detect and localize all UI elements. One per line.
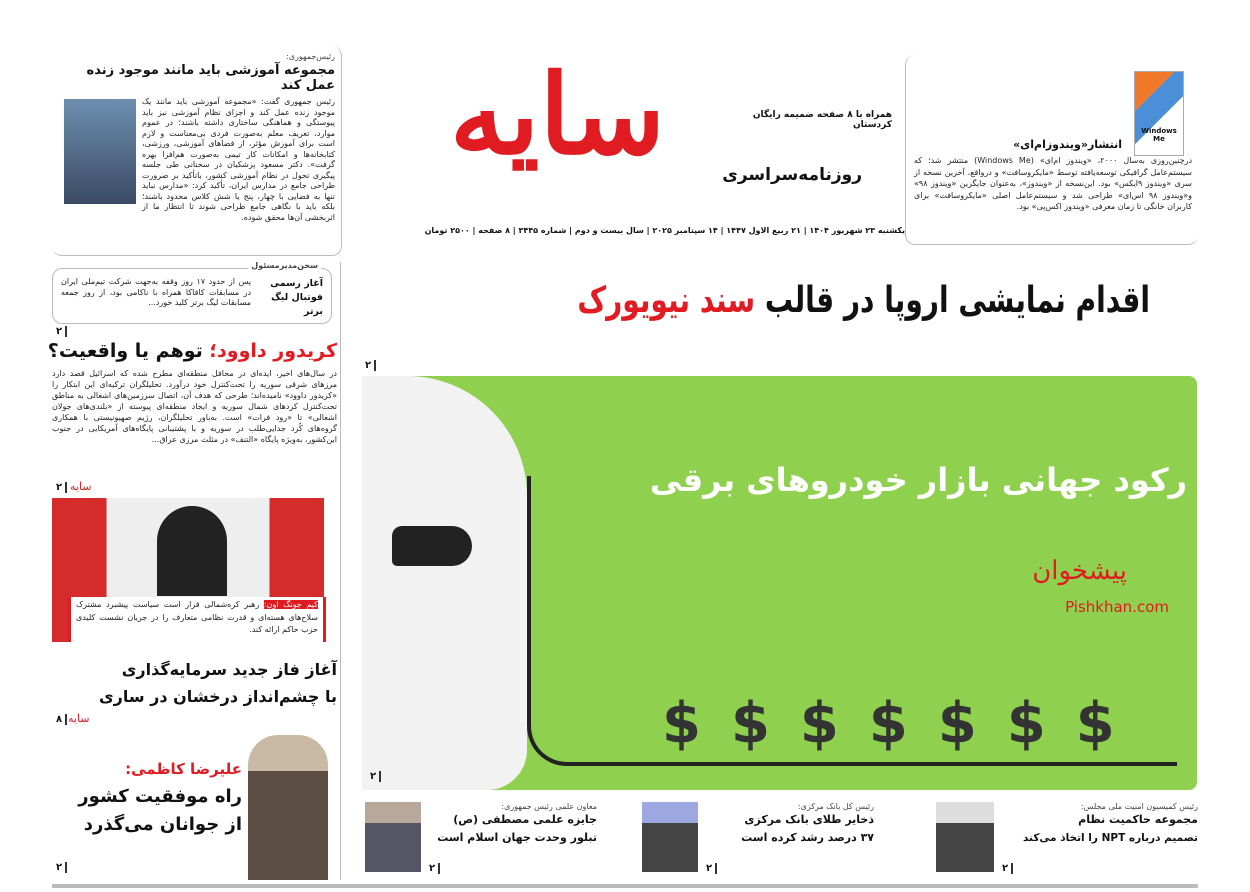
sari-line1: آغاز فاز جدید سرمایه‌گذاری (121, 660, 337, 679)
corridor-title[interactable] (47, 340, 337, 362)
editorial-page: ۲ (56, 326, 67, 337)
dateline: یکشنبه ۲۳ شهریور ۱۴۰۴ | ۲۱ ربیع الاول ۱۴۴۷ | ۱۴ سپتامبر ۲۰۲۵ | سال بیست و دوم | شماره ۳۴۴۵ | ۸ صفحه | ۲۵۰۰ تومان (424, 226, 905, 235)
sari-logo: سایه (68, 712, 90, 725)
line2: تبلور وحدت جهان اسلام است (437, 831, 597, 844)
kazemi-story[interactable] (52, 755, 242, 839)
main-headline[interactable] (549, 275, 1150, 327)
image-page: ۲ (370, 771, 381, 782)
kim-caption (68, 597, 326, 642)
sari-line2: با چشم‌انداز درخشان در ساری (98, 687, 337, 706)
headline-page: ۲ (365, 360, 376, 371)
top-right-story[interactable] (905, 55, 1198, 245)
corridor-title-black: توهم یا واقعیت؟ (47, 340, 203, 362)
masthead-logo: سایه (449, 50, 666, 179)
story-body: درچنین‌روزی به‌سال ۲۰۰۰، «ویندوز ام‌ای» (Windows Me) منتشر شد؛ که سیستم‌عامل گرافیکی توسعه‌یافته توسط «مایکروسافت» و درواقع، آخرین نسخه از سری «ویندوز ۹ایکس» بود. این‌نسخه از «ویندوز»، به‌عنوان جایگزین «ویندوز ۹۸» و«ویندوز ۹۸ اس‌ای» طراحی شد و سیستم‌عامل اصلی «مایکروسافت» برای کاربران خانگی تا زمان معرفی «ویندوز اکس‌پی» بود. (914, 156, 1193, 211)
page: ۲ (706, 863, 717, 874)
kim-name: کیم جونگ اون: (263, 600, 318, 609)
story-title: انتشار«ویندوزام‌ای» (1013, 138, 1122, 151)
sari-page: ۸ (56, 714, 67, 725)
headline-part2: سند نیویورک (577, 280, 756, 321)
corridor-page: ۲ (56, 482, 67, 493)
person-photo (936, 802, 994, 872)
kicker: رئیس کل بانک مرکزی: (797, 802, 874, 811)
kicker: معاون علمی رئیس جمهوری: (501, 802, 597, 811)
kazemi-photo (248, 735, 328, 880)
bottom-rule (52, 884, 1198, 888)
kazemi-name: علیرضا کاظمی: (125, 760, 242, 778)
main-image[interactable] (362, 376, 1197, 790)
editorial-title: آغاز رسمی فوتبال لیگ برتر (270, 278, 323, 317)
line2: ۳۷ درصد رشد کرده است (741, 831, 874, 844)
corridor-logo: سایه (70, 480, 92, 493)
story-body: رئیس جمهوری گفت: «مجموعه آموزشی باید مانند یک موجود زنده عمل کند و اجزای نظام آموزشی نیز باید پیوستگی و هماهنگی ساختاری داشته باشند؛ در عموم موارد، تعریف معلم به‌صورت فردی بی‌معناست و لازم است برای آموزش مؤثر، از فضاهای آموزشی، ورزشی، کتابخانه‌ها و امکانات کار تیمی به‌صورت هم‌افزا بهره گرفت». دکتر مسعود پزشکیان در سخنانی طی جلسه پیگیری تحول در نظام آموزشی کشور، باتأکید بر ضرورت طراحی جامع در مدارس ایران، تأکید کرد: «مدارس نباید تنها به فضایی با چهار، پنج یا شش کلاس محدود باشند؛ بلکه باید با نگاهی جامع طراحی شوند تا انتظار ما از اثربخشی آن‌ها محقق شوده. (142, 97, 335, 222)
sari-headline[interactable] (52, 656, 337, 710)
story-title: مجموعه آموزشی باید مانند موجود زنده عمل کند (86, 63, 335, 93)
windows-me-logo: Windows Me (1134, 71, 1184, 156)
page: ۲ (429, 863, 440, 874)
watermark: پیشخوان (1032, 556, 1127, 586)
column-divider (340, 262, 341, 880)
kicker: رئیس کمیسیون امنیت ملی مجلس: (1080, 802, 1198, 811)
editorial-body: پس از حدود ۱۷ روز وقفه به‌جهت شرکت تیم‌ملی ایران در مسابقات کافاکا همراه با ناکامی بود، از روز جمعه مسابقات لیگ برتر کلید خورد... (61, 277, 252, 307)
dollar-signs: $$$$$$$ (662, 691, 1145, 756)
top-left-story[interactable] (52, 46, 342, 256)
kazemi-page: ۲ (56, 862, 67, 873)
line2: تصمیم درباره NPT را اتخاذ می‌کند (1022, 832, 1198, 844)
corridor-title-red: کریدور داوود؛ (209, 340, 337, 362)
watermark-url: Pishkhan.com (1065, 598, 1169, 616)
image-title: رکود جهانی بازار خودروهای برقی (649, 461, 1187, 499)
kim-body: رهبر کره‌شمالی قرار است سیاست پیشبرد مشترک سلاح‌های هسته‌ای و قدرت نظامی متعارف را در جریان نشست کلیدی حزب حاکم ارائه کند. (76, 600, 318, 634)
masthead-subtitle: روزنامه‌سراسری (722, 165, 862, 185)
bottom-item-security[interactable] (936, 802, 1198, 874)
kicker: رئیس‌جمهوری: (286, 52, 335, 61)
line1: ذخایر طلای بانک مرکزی (744, 813, 874, 826)
editorial-kicker: سخن‌مدیرمسئول (248, 261, 321, 270)
page: ۲ (1002, 863, 1013, 874)
person-photo (642, 802, 698, 872)
car-illustration (362, 376, 527, 790)
bottom-item-science-prize[interactable] (365, 802, 625, 874)
headline-part1: اقدام نمایشی اروپا در قالب (764, 280, 1150, 321)
line1: جایزه علمی مصطفی (ص) (453, 813, 597, 826)
kim-figure (157, 506, 227, 596)
corridor-body: در سال‌های اخیر، ایده‌ای در محافل منطقه‌ای مطرح شده که اسرائیل قصد دارد مرزهای شرقی سوریه را تحت‌کنترل خود درآورد. تحلیلگران ترکیه‌ای این ابتکار را «کریدور داوود» نامیده‌اند؛ طرحی که هدف آن، اتصال سرزمین‌های اشغالی به مناطق تحت‌کنترل کردهای شمال سوریه و ایجاد منطقه‌ای پیوسته از «بلندی‌های جولان اشغالی» تا «رود فرات» است. به‌باور تحلیلگران، رژیم صهیونیستی با همکاری گروه‌های کُرد جدایی‌طلب در سوریه و با پشتیبانی پایگاه‌های آمریکایی در جنوب این‌کشور، به‌ویژه پایگاه «التنف» در مثلث مرزی عراق... (52, 369, 337, 444)
editorial-box[interactable] (52, 261, 332, 324)
kazemi-line2: از جوانان می‌گذرد (83, 814, 242, 835)
line1: مجموعه حاکمیت نظام (1078, 813, 1198, 826)
person-photo (365, 802, 421, 872)
kazemi-line1: راه موفقیت کشور (78, 786, 242, 807)
bottom-item-central-bank[interactable] (642, 802, 912, 874)
president-photo (64, 99, 136, 204)
masthead-supplement: همراه با ۸ صفحه ضمیمه رایگان کردستان (752, 110, 892, 130)
headlight (392, 526, 472, 566)
